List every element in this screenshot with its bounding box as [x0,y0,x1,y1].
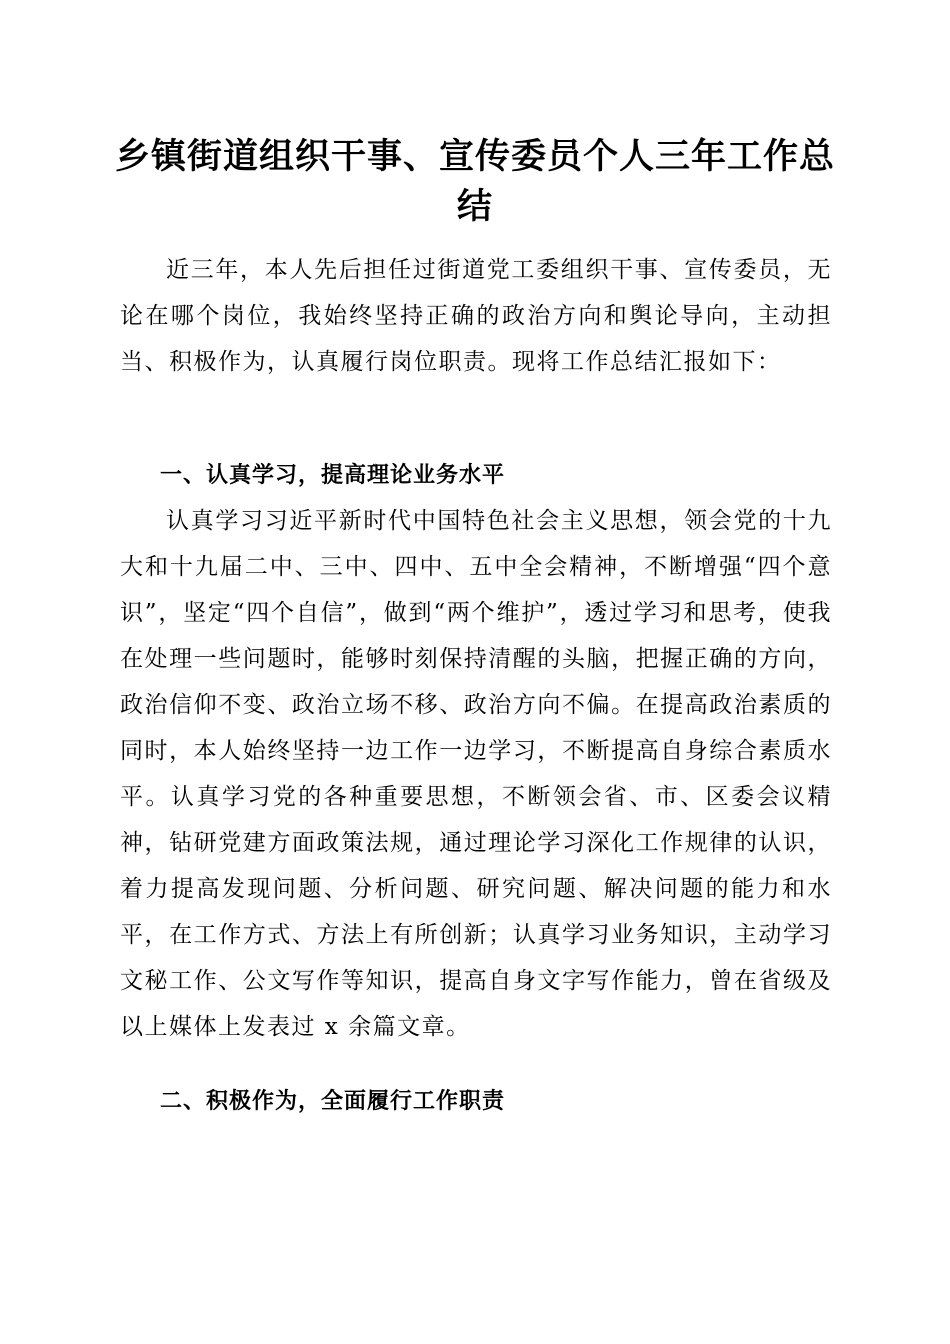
title-line-2: 结 [456,186,493,227]
title-line-1: 乡镇街道组织干事、宣传委员个人三年工作总 [114,136,835,177]
section-1-heading: 一、认真学习，提高理论业务水平 [160,463,506,488]
document-title [112,132,838,232]
intro-paragraph: 近三年，本人先后担任过街道党工委组织干事、宣传委员，无论在哪个岗位，我始终坚持正确的政治方向和舆论导向，主动担当、积极作为，认真履行岗位职责。现将工作总结汇报如下： [120,257,832,375]
section-1-paragraph: 认真学习习近平新时代中国特色社会主义思想，领会党的十九大和十九届二中、三中、四中、五中全会精神，不断增强“四个意识”，坚定“四个自信”，做到“两个维护”，透过学习和思考，使我在处理一些问题时，能够时刻保持清醒的头脑，把握正确的方向，政治信仰不变、政治立场不移、政治方向不偏。在提高政治素质的同时，本人始终坚持一边工作一边学习，不断提高自身综合素质水平。认真学习党的各种重要思想，不断领会省、市、区委会议精神，钻研党建方面政策法规，通过理论学习深化工作规律的认识，着力提高发现问题、分析问题、研究问题、解决问题的能力和水平，在工作方式、方法上有所创新；认真学习业务知识，主动学习文秘工作、公文写作等知识，提高自身文字写作能力，曾在省级及以上媒体上发表过 x 余篇文章。 [120,508,832,1040]
section-2-heading: 二、积极作为，全面履行工作职责 [160,1089,506,1114]
